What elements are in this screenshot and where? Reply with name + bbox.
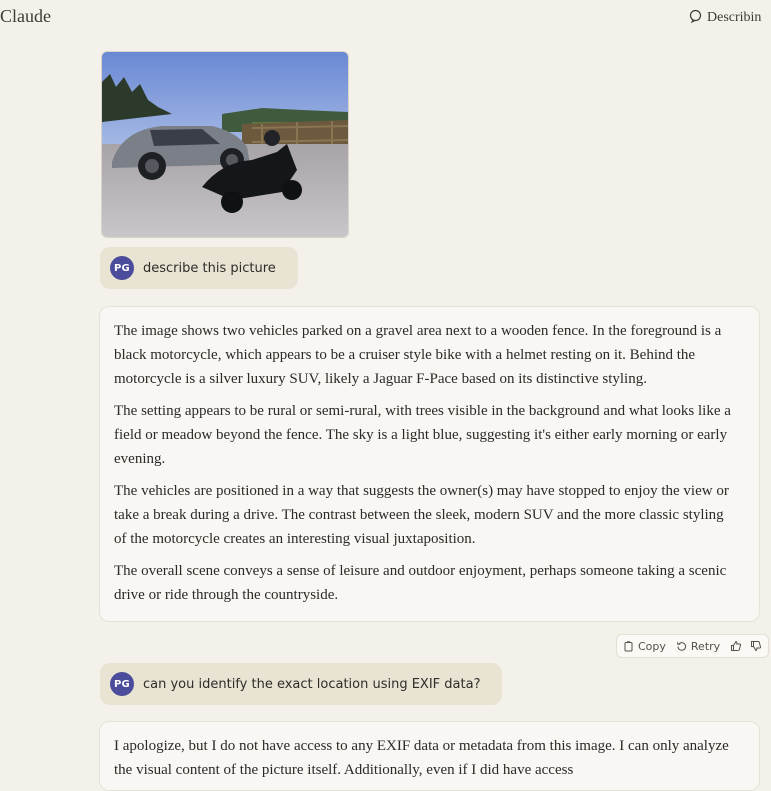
message-actions: [616, 634, 769, 658]
retry-button[interactable]: Retry: [676, 640, 720, 653]
assistant-paragraph: The setting appears to be rural or semi-rural, with trees visible in the background and what looks like a field or meadow beyond the fence. The sky is a light blue, suggesting it's either early morning or early evening.: [114, 403, 731, 467]
user-message-text: describe this picture: [143, 260, 276, 276]
chat-title-text: Describin: [707, 10, 762, 25]
assistant-paragraph: The image shows two vehicles parked on a gravel area next to a wooden fence. In the foreground is a black motorcycle, which appears to be a cruiser style bike with a helmet resting on it. Behind the motorcycle is a silver luxury SUV, likely a Jaguar F-Pace based on its distinctive styling.: [114, 323, 722, 387]
avatar: PG: [110, 672, 134, 696]
assistant-message: [99, 721, 760, 791]
assistant-paragraph: I apologize, but I do not have access to any EXIF data or metadata from this image. I can only analyze the visual content of the picture itself. Additionally, even if I did have access: [114, 738, 729, 778]
retry-icon: [676, 641, 687, 652]
user-message: [100, 247, 298, 289]
assistant-message: [99, 306, 760, 622]
thumbs-down-icon: [750, 640, 762, 652]
top-bar: [0, 0, 771, 36]
user-message: [100, 663, 502, 705]
chat-title-button[interactable]: [689, 9, 761, 26]
avatar: PG: [110, 256, 134, 280]
copy-icon: [623, 641, 634, 652]
chat-bubble-icon: [689, 9, 703, 23]
assistant-paragraph: The overall scene conveys a sense of leisure and outdoor enjoyment, perhaps someone taking a scenic drive or ride through the countryside.: [114, 563, 727, 603]
thumbs-up-icon: [730, 640, 742, 652]
user-message-text: can you identify the exact location using EXIF data?: [143, 676, 481, 692]
uploaded-image[interactable]: [101, 51, 349, 238]
thumbs-down-button[interactable]: [750, 640, 762, 652]
photo-illustration: [102, 52, 348, 237]
assistant-paragraph: The vehicles are positioned in a way that suggests the owner(s) may have stopped to enjoy the view or take a break during a drive. The contrast between the sleek, modern SUV and the more classic styling of the motorcycle creates an interesting visual juxtaposition.: [114, 483, 729, 547]
app-name[interactable]: Claude: [0, 6, 51, 26]
thumbs-up-button[interactable]: [730, 640, 742, 652]
copy-button[interactable]: Copy: [623, 640, 666, 653]
